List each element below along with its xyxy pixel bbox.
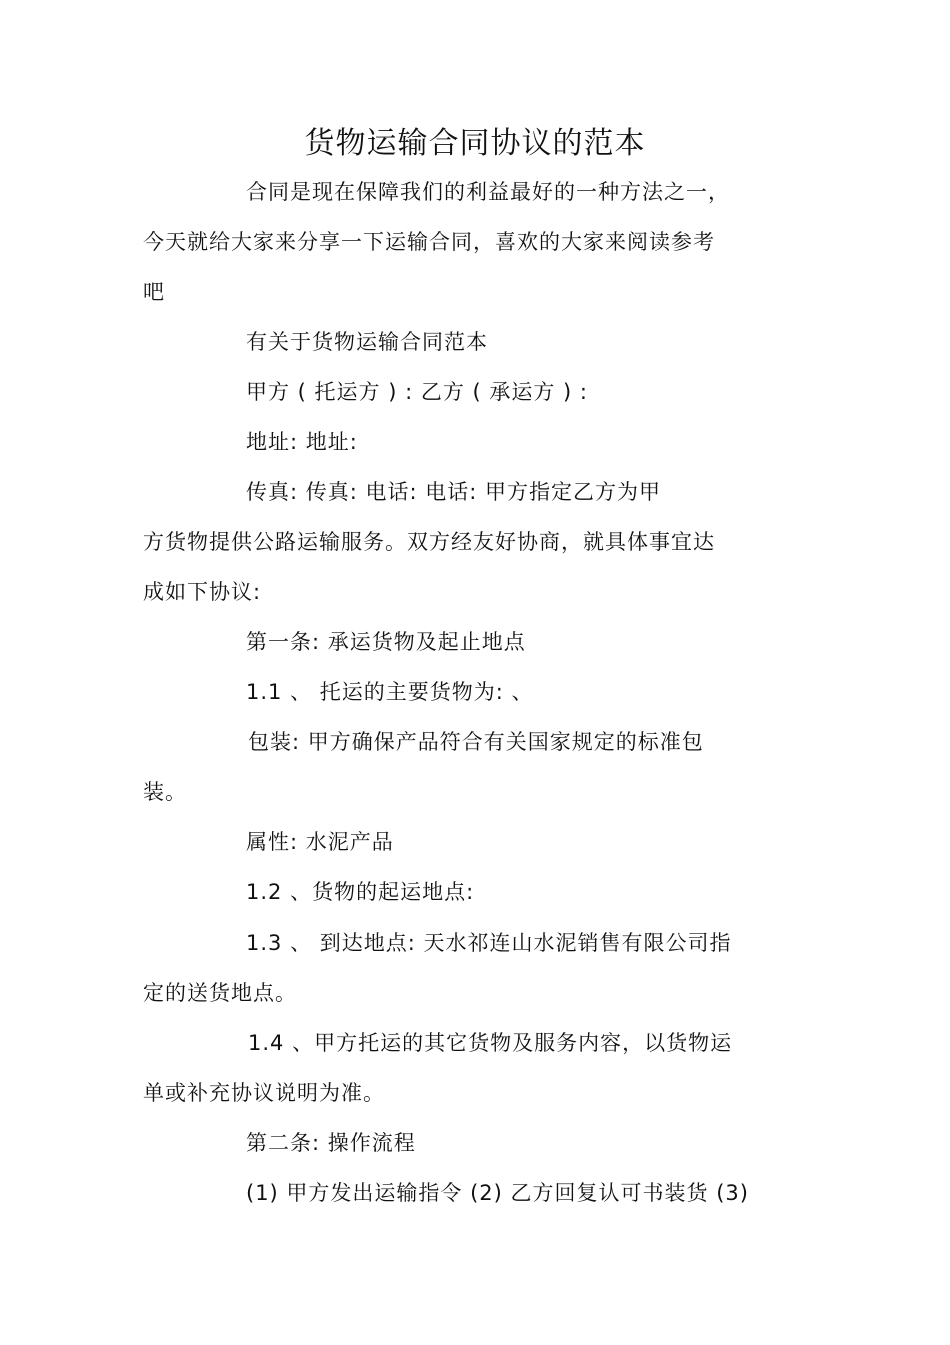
process-steps-line: (1) 甲方发出运输指令 (2) 乙方回复认可书装货 (3) [246, 1181, 749, 1205]
address-line: 地址: 地址: [246, 430, 358, 454]
paragraph-line: 方货物提供公路运输服务。双方经友好协商，就具体事宜达 [143, 530, 715, 554]
clause-line: 1.3 、 到达地点: 天水祁连山水泥销售有限公司指 [246, 931, 732, 955]
article-heading: 第一条: 承运货物及起止地点 [246, 630, 526, 654]
paragraph-line: 合同是现在保障我们的利益最好的一种方法之一， [246, 180, 730, 204]
party-line: 甲方 ( 托运方 ) : 乙方 ( 承运方 ) : [246, 380, 588, 404]
clause-line: 1.4 、甲方托运的其它货物及服务内容，以货物运 [248, 1031, 733, 1055]
clause-line: 定的送货地点。 [143, 981, 297, 1005]
document-title: 货物运输合同协议的范本 [304, 126, 646, 161]
clause-line: 1.2 、货物的起运地点: [246, 880, 475, 904]
clause-line: 包装: 甲方确保产品符合有关国家规定的标准包 [248, 730, 704, 754]
clause-line: 装。 [143, 780, 187, 804]
contact-line: 传真: 传真: 电话: 电话: 甲方指定乙方为甲 [246, 480, 662, 504]
clause-line: 属性: 水泥产品 [246, 830, 394, 854]
section-heading: 有关于货物运输合同范本 [246, 330, 488, 354]
paragraph-line: 成如下协议: [143, 580, 262, 604]
paragraph-line: 吧 [143, 280, 165, 304]
clause-line: 1.1 、 托运的主要货物为: 、 [246, 680, 534, 704]
article-heading: 第二条: 操作流程 [246, 1131, 416, 1155]
paragraph-line: 今天就给大家来分享一下运输合同，喜欢的大家来阅读参考 [143, 230, 715, 254]
clause-line: 单或补充协议说明为准。 [143, 1081, 385, 1105]
